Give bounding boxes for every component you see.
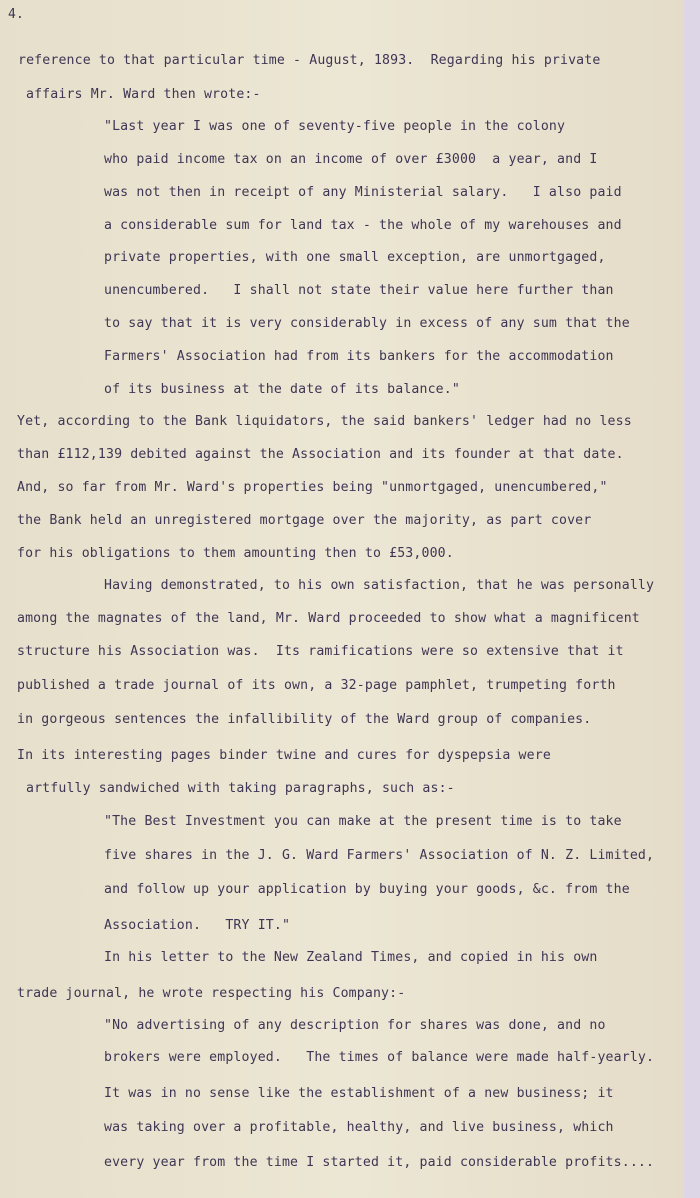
quote-line: "No advertising of any description for shares was done, and no: [104, 1018, 606, 1033]
text-line: structure his Association was. Its ramifications were so extensive that it: [17, 644, 624, 659]
quote-line: Farmers' Association had from its bankers for the accommodation: [104, 349, 614, 364]
text-line: In his letter to the New Zealand Times, and copied in his own: [104, 950, 598, 965]
text-line: trade journal, he wrote respecting his Company:-: [17, 986, 406, 1001]
quote-line: of its business at the date of its balance.": [104, 382, 460, 397]
quote-line: was taking over a profitable, healthy, and live business, which: [104, 1120, 614, 1135]
quote-line: private properties, with one small exception, are unmortgaged,: [104, 250, 606, 265]
quote-line: and follow up your application by buying your goods, &c. from the: [104, 882, 630, 897]
text-line: affairs Mr. Ward then wrote:-: [26, 87, 261, 102]
text-line: And, so far from Mr. Ward's properties being "unmortgaged, unencumbered,": [17, 480, 608, 495]
text-line: artfully sandwiched with taking paragraphs, such as:-: [26, 781, 455, 796]
quote-line: was not then in receipt of any Ministerial salary. I also paid: [104, 185, 622, 200]
quote-line: who paid income tax on an income of over £3000 a year, and I: [104, 152, 598, 167]
text-line: for his obligations to them amounting then to £53,000.: [17, 546, 454, 561]
quote-line: It was in no sense like the establishment of a new business; it: [104, 1086, 614, 1101]
quote-line: a considerable sum for land tax - the whole of my warehouses and: [104, 218, 622, 233]
text-line: Yet, according to the Bank liquidators, the said bankers' ledger had no less: [17, 414, 632, 429]
page-edge: [684, 0, 700, 1198]
text-line: In its interesting pages binder twine and cures for dyspepsia were: [17, 748, 551, 763]
quote-line: to say that it is very considerably in excess of any sum that the: [104, 316, 630, 331]
quote-line: unencumbered. I shall not state their value here further than: [104, 283, 614, 298]
text-line: in gorgeous sentences the infallibility of the Ward group of companies.: [17, 712, 592, 727]
quote-line: "Last year I was one of seventy-five people in the colony: [104, 119, 566, 134]
text-line: among the magnates of the land, Mr. Ward proceeded to show what a magnificent: [17, 611, 640, 626]
page-number: 4.: [8, 7, 24, 22]
text-line: Having demonstrated, to his own satisfaction, that he was personally: [104, 578, 655, 593]
quote-line: five shares in the J. G. Ward Farmers' Association of N. Z. Limited,: [104, 848, 655, 863]
quote-line: "The Best Investment you can make at the present time is to take: [104, 814, 622, 829]
text-line: the Bank held an unregistered mortgage over the majority, as part cover: [17, 513, 592, 528]
text-line: reference to that particular time - August, 1893. Regarding his private: [18, 53, 601, 68]
text-line: than £112,139 debited against the Association and its founder at that date.: [17, 447, 624, 462]
quote-line: Association. TRY IT.": [104, 918, 291, 933]
text-line: published a trade journal of its own, a 32-page pamphlet, trumpeting forth: [17, 678, 616, 693]
quote-line: brokers were employed. The times of balance were made half-yearly.: [104, 1050, 655, 1065]
quote-line: every year from the time I started it, paid considerable profits....: [104, 1155, 655, 1170]
